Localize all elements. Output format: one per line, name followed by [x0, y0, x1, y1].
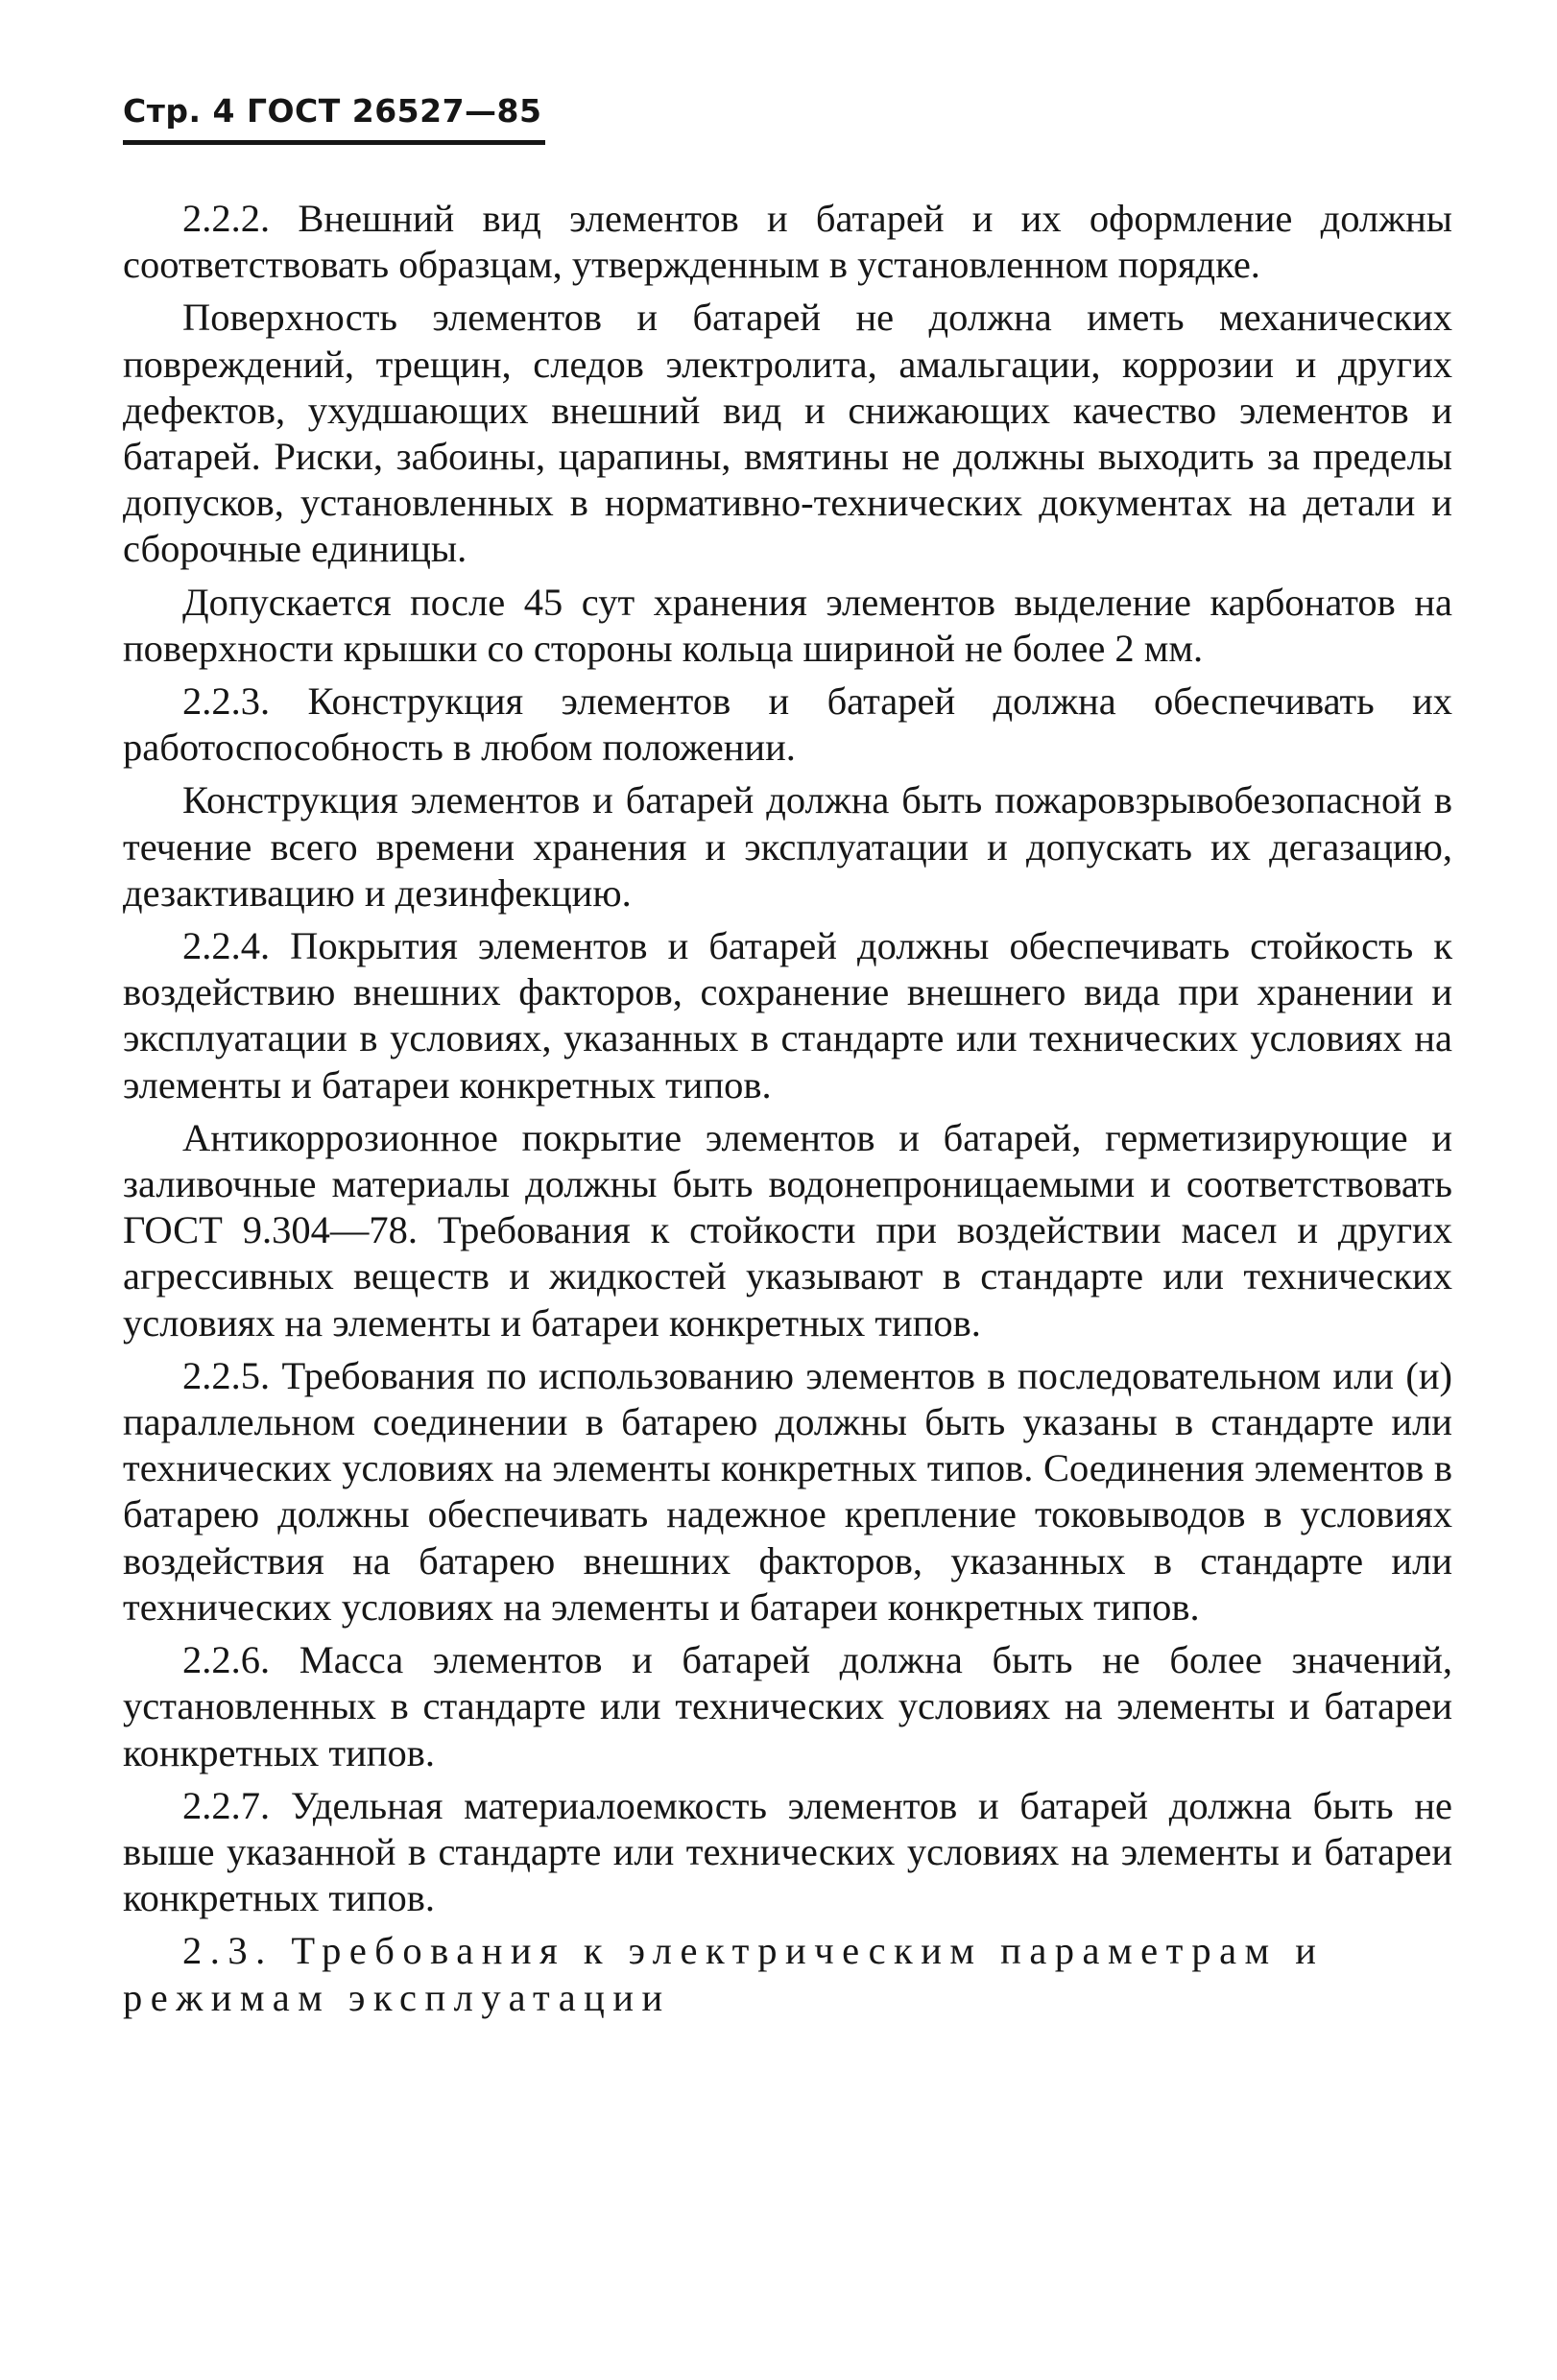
paragraph-2-2-6: 2.2.6. Масса элементов и батарей должна быть не более значений, установленных в стандарте или технических условиях на элементы и батареи конкретных типов. — [123, 1638, 1452, 1774]
paragraph-anticorrosion: Антикоррозионное покрытие элементов и батарей, герметизирующие и заливочные материалы должны быть водонепроницаемыми и соответствовать ГОСТ 9.304—78. Требования к стойкости при воздействии масел и других агрессивных веществ и жидкостей указывают в стандарте или технических условиях на элементы и батареи конкретных типов. — [123, 1115, 1452, 1345]
paragraph-surface-defects: Поверхность элементов и батарей не должна иметь механических повреждений, трещин, следов электролита, амальгации, коррозии и других дефектов, ухудшающих внешний вид и снижающих качество элементов и батарей. Риски, забоины, царапины, вмятины не должны выходить за пределы допусков, установленных в нормативно-технических документах на детали и сборочные единицы. — [123, 296, 1452, 571]
paragraph-fire-safety: Конструкция элементов и батарей должна быть пожаровзрывобезопасной в течение всего времени хранения и эксплуатации и допускать их дегазацию, дезактивацию и дезинфекцию. — [123, 778, 1452, 915]
page-header: Стр. 4 ГОСТ 26527—85 — [123, 92, 542, 130]
paragraph-2-2-5: 2.2.5. Требования по использованию элементов в последовательном или (и) параллельном соединении в батарею должны быть указаны в стандарте или технических условиях на элементы конкретных типов. Соединения элементов в батарею должны обеспечивать надежное крепление токовыводов в условиях воздействия на батарею внешних факторов, указанных в стандарте или технических условиях на элементы и батареи конкретных типов. — [123, 1353, 1452, 1629]
paragraph-carbonates: Допускается после 45 сут хранения элементов выделение карбонатов на поверхности крышки со стороны кольца шириной не более 2 мм. — [123, 580, 1452, 670]
paragraph-2-2-7: 2.2.7. Удельная материалоемкость элементов и батарей должна быть не выше указанной в стандарте или технических условиях на элементы и батареи конкретных типов. — [123, 1783, 1452, 1920]
header-divider — [123, 140, 545, 145]
document-body — [123, 196, 1452, 2028]
paragraph-2-2-2: 2.2.2. Внешний вид элементов и батарей и их оформление должны соответствовать образцам, утвержденным в установленном порядке. — [123, 197, 1452, 287]
paragraph-2-2-3: 2.2.3. Конструкция элементов и батарей должна обеспечивать их работоспособность в любом положении. — [123, 679, 1452, 770]
section-heading-2-3: 2.3. Требования к электрическим параметрам и режимам эксплуатации — [123, 1929, 1325, 2019]
paragraph-2-2-4: 2.2.4. Покрытия элементов и батарей должны обеспечивать стойкость к воздействию внешних факторов, сохранение внешнего вида при хранении и эксплуатации в условиях, указанных в стандарте или технических условиях на элементы и батареи конкретных типов. — [123, 924, 1452, 1107]
